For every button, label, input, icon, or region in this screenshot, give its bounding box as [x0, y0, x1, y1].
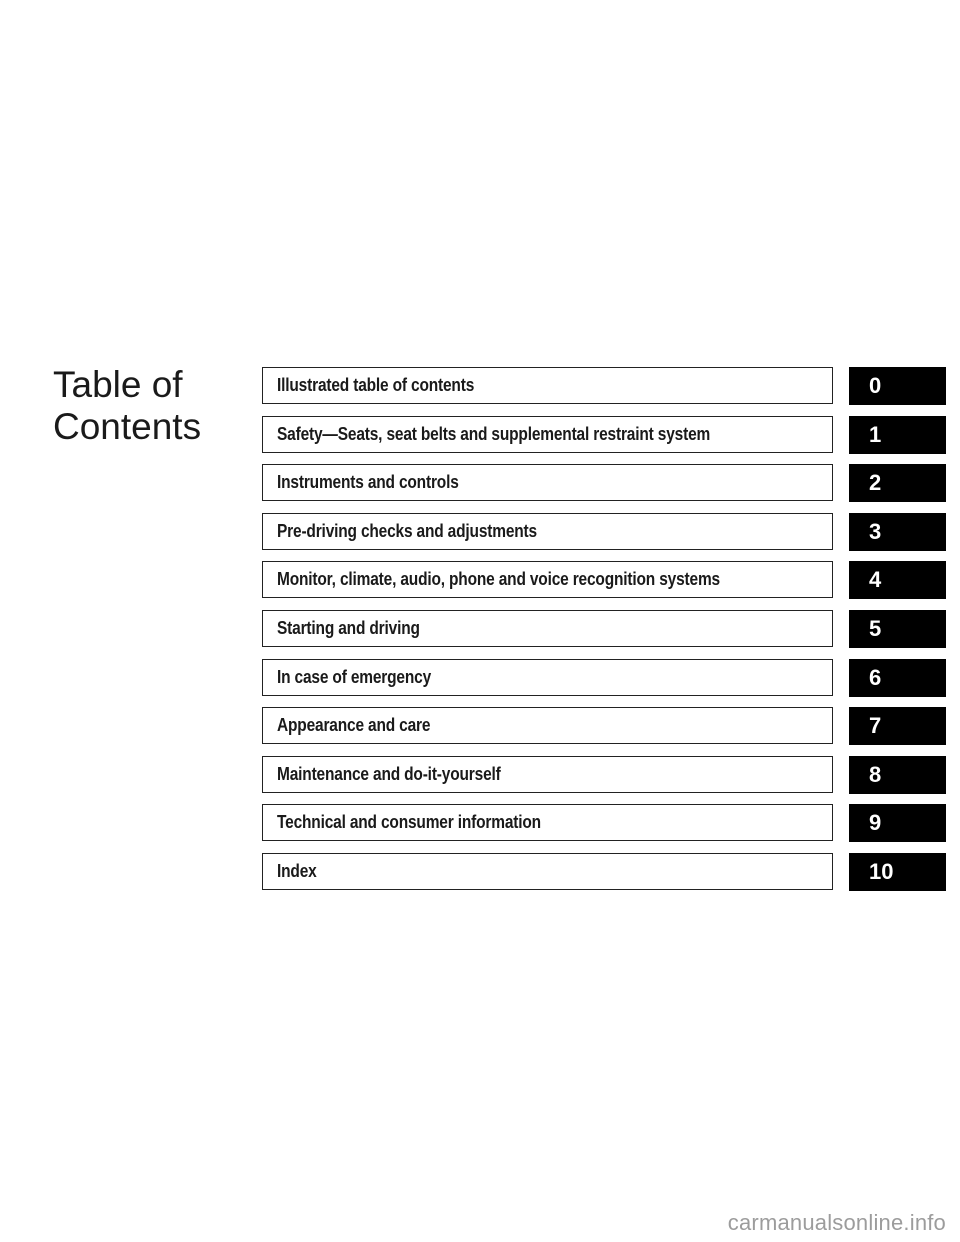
toc-entry-label: Safety—Seats, seat belts and supplemental restraint system	[277, 423, 711, 444]
toc-entry-label: Starting and driving	[277, 617, 420, 638]
page-title	[53, 364, 233, 448]
toc-entry-label: Instruments and controls	[277, 472, 459, 493]
toc-entry-technical-and-consumer-information[interactable]	[262, 804, 833, 841]
toc-entry-pre-driving-checks[interactable]	[262, 513, 833, 550]
toc-row	[262, 804, 946, 843]
section-tab-8[interactable]: 8	[849, 756, 946, 794]
toc-list	[262, 367, 946, 902]
toc-entry-label: Appearance and care	[277, 715, 431, 736]
toc-entry-label: Pre-driving checks and adjustments	[277, 520, 537, 541]
section-tab-0[interactable]: 0	[849, 367, 946, 405]
section-tab-2[interactable]: 2	[849, 464, 946, 502]
toc-entry-label: Maintenance and do-it-yourself	[277, 763, 501, 784]
section-tab-7[interactable]: 7	[849, 707, 946, 745]
watermark: carmanualsonline.info	[727, 1210, 946, 1235]
toc-entry-maintenance[interactable]	[262, 756, 833, 793]
toc-entry-label: Index	[277, 860, 317, 881]
toc-entry-monitor-climate-audio[interactable]	[262, 561, 833, 598]
toc-row	[262, 756, 946, 795]
section-tab-4[interactable]: 4	[849, 561, 946, 599]
toc-row	[262, 853, 946, 892]
toc-row	[262, 561, 946, 600]
toc-row	[262, 367, 946, 406]
toc-row	[262, 513, 946, 552]
toc-entry-index[interactable]	[262, 853, 833, 890]
section-tab-9[interactable]: 9	[849, 804, 946, 842]
toc-entry-label: Monitor, climate, audio, phone and voice recognition systems	[277, 569, 720, 590]
toc-entry-in-case-of-emergency[interactable]	[262, 659, 833, 696]
section-tab-5[interactable]: 5	[849, 610, 946, 648]
toc-row	[262, 659, 946, 698]
toc-entry-illustrated-table-of-contents[interactable]	[262, 367, 833, 404]
toc-row	[262, 707, 946, 746]
toc-entry-starting-and-driving[interactable]	[262, 610, 833, 647]
section-tab-3[interactable]: 3	[849, 513, 946, 551]
toc-entry-label: Illustrated table of contents	[277, 375, 475, 395]
section-tab-6[interactable]: 6	[849, 659, 946, 697]
section-tab-10[interactable]: 10	[849, 853, 946, 891]
toc-entry-instruments-and-controls[interactable]	[262, 464, 833, 501]
toc-row	[262, 464, 946, 503]
toc-row	[262, 416, 946, 455]
toc-entry-label: Technical and consumer information	[277, 812, 541, 833]
toc-entry-label: In case of emergency	[277, 666, 432, 687]
toc-entry-appearance-and-care[interactable]	[262, 707, 833, 744]
section-tab-1[interactable]: 1	[849, 416, 946, 454]
page-title-line-2: Contents	[53, 406, 202, 447]
page-title-line-1: Table of	[53, 364, 183, 405]
toc-row	[262, 610, 946, 649]
toc-entry-safety[interactable]	[262, 416, 833, 453]
